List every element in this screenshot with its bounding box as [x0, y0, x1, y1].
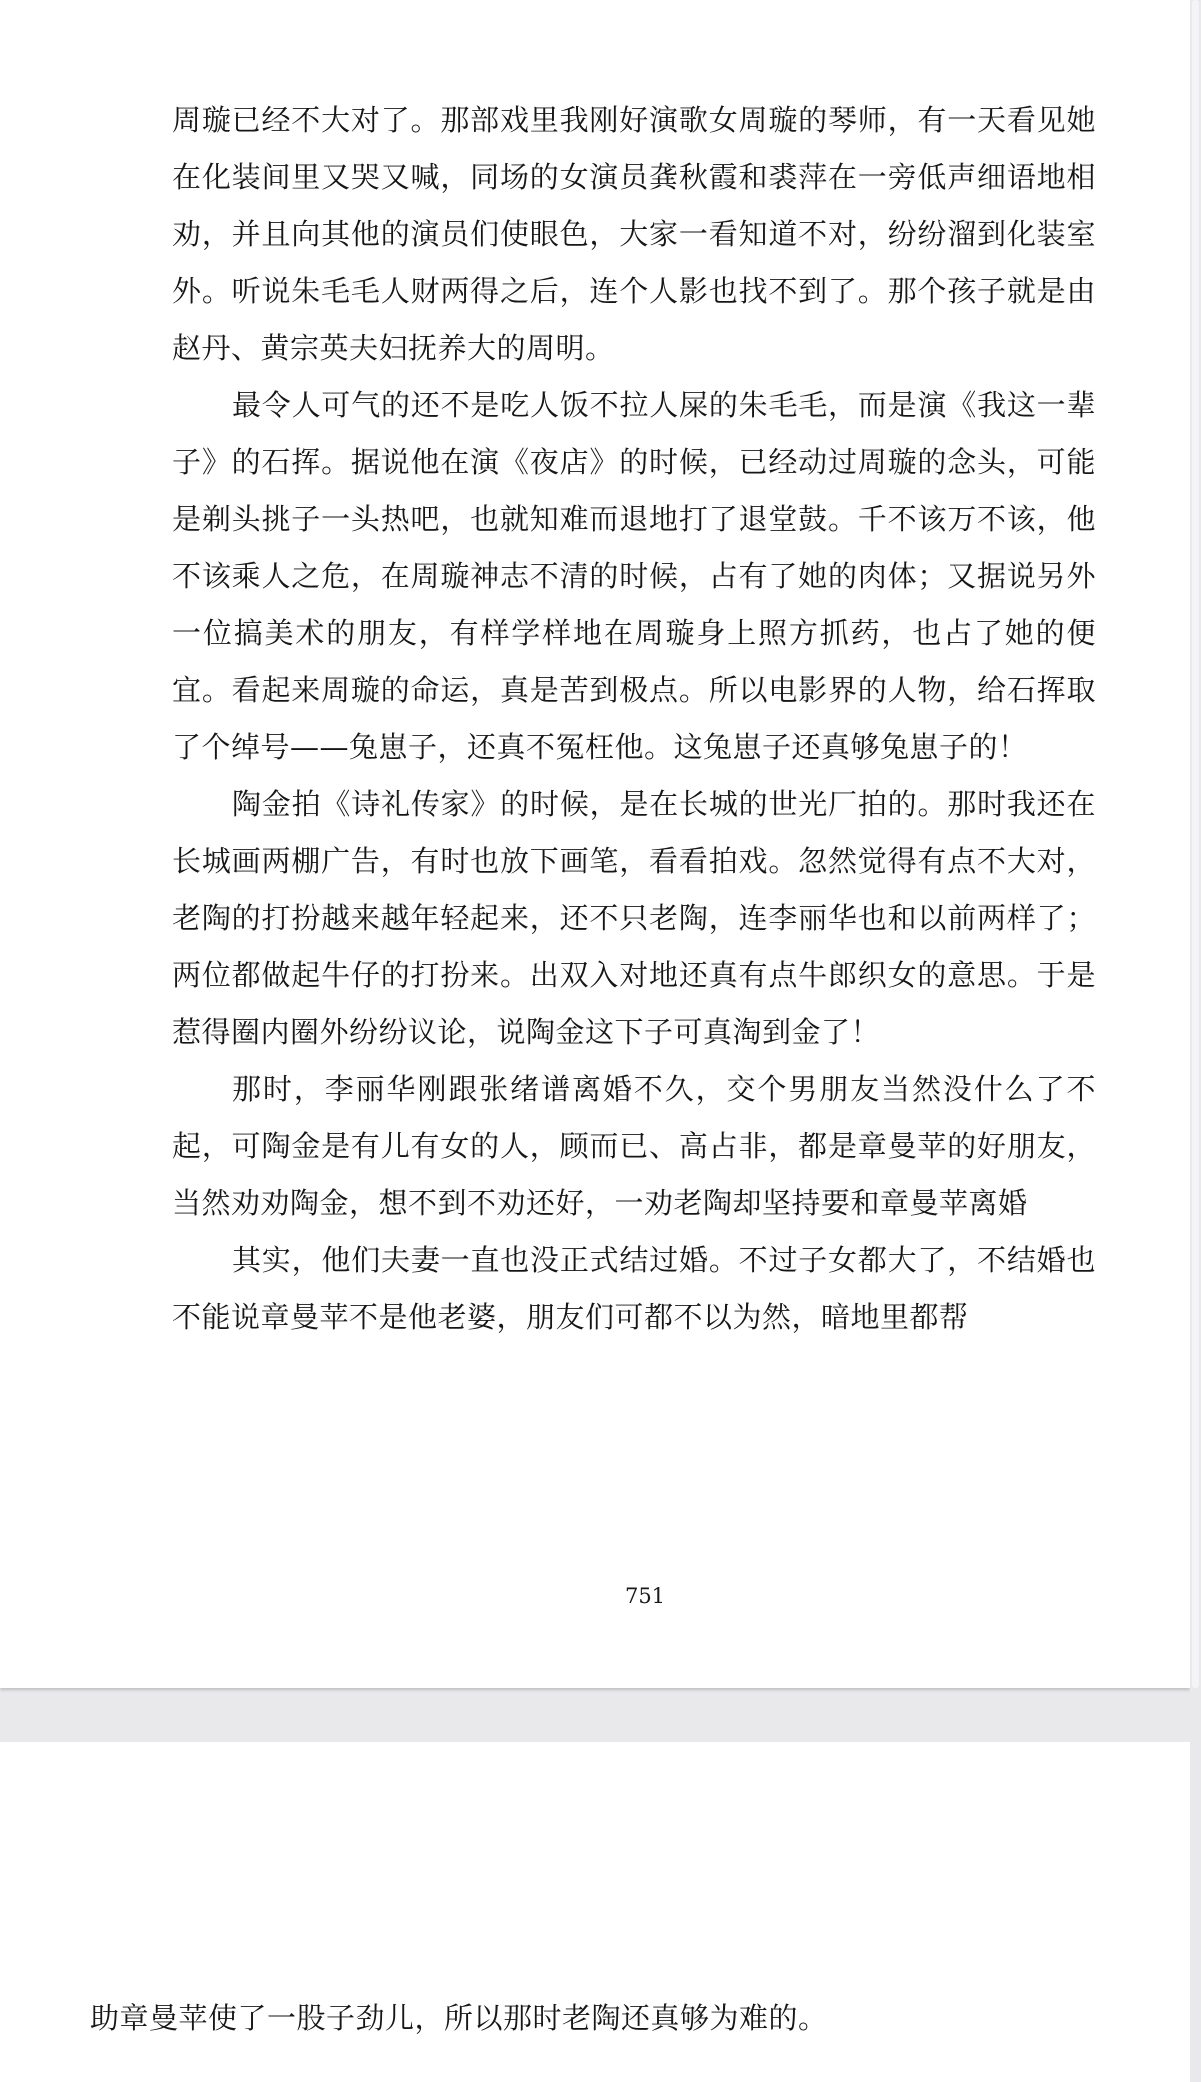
page-number: 751 [624, 1584, 666, 1608]
paragraph-3: 陶金拍《诗礼传家》的时候，是在长城的世光厂拍的。那时我还在长城画两棚广告，有时也放下画笔，看看拍戏。忽然觉得有点不大对，老陶的打扮越来越年轻起来，还不只老陶，连李丽华也和以前两样了；两位都做起牛仔的打扮来。出双入对地还真有点牛郎织女的意思。于是惹得圈内圈外纷纷议论，说陶金这下子可真淘到金了！ [172, 787, 1096, 1049]
paragraph-2: 最令人可气的还不是吃人饭不拉人屎的朱毛毛，而是演《我这一辈子》的石挥。据说他在演《夜店》的时候，已经动过周璇的念头，可能是剃头挑子一头热吧，也就知难而退地打了退堂鼓。千不该万不该，他不该乘人之危，在周璇神志不清的时候，占有了她的肉体；又据说另外一位搞美术的朋友，有样学样地在周璇身上照方抓药，也占了她的便宜。看起来周璇的命运，真是苦到极点。所以电影界的人物，给石挥取了个绰号——兔崽子，还真不冤枉他。这兔崽子还真够兔崽子的！ [172, 388, 1096, 764]
paragraph-4: 那时，李丽华刚跟张绪谱离婚不久，交个男朋友当然没什么了不起，可陶金是有儿有女的人，顾而已、高占非，都是章曼苹的好朋友，当然劝劝陶金，想不到不劝还好，一劝老陶却坚持要和章曼苹离婚 [172, 1072, 1096, 1220]
scrollbar[interactable] [1190, 0, 1201, 2074]
page-body-text [172, 92, 1096, 1346]
paragraph-5: 其实，他们夫妻一直也没正式结过婚。不过子女都大了，不结婚也不能说章曼苹不是他老婆，朋友们可都不以为然，暗地里都帮 [172, 1243, 1096, 1334]
continuation-line: 助章曼苹使了一股子劲儿，所以那时老陶还真够为难的。 [90, 2001, 828, 2035]
scrollbar-thumb[interactable] [1192, 0, 1199, 1688]
paragraph-1: 周璇已经不大对了。那部戏里我刚好演歌女周璇的琴师，有一天看见她在化装间里又哭又喊，同场的女演员龚秋霞和裘萍在一旁低声细语地相劝，并且向其他的演员们使眼色，大家一看知道不对，纷纷溜到化装室外。听说朱毛毛人财两得之后，连个人影也找不到了。那个孩子就是由赵丹、黄宗英夫妇抚养大的周明。 [172, 103, 1096, 365]
